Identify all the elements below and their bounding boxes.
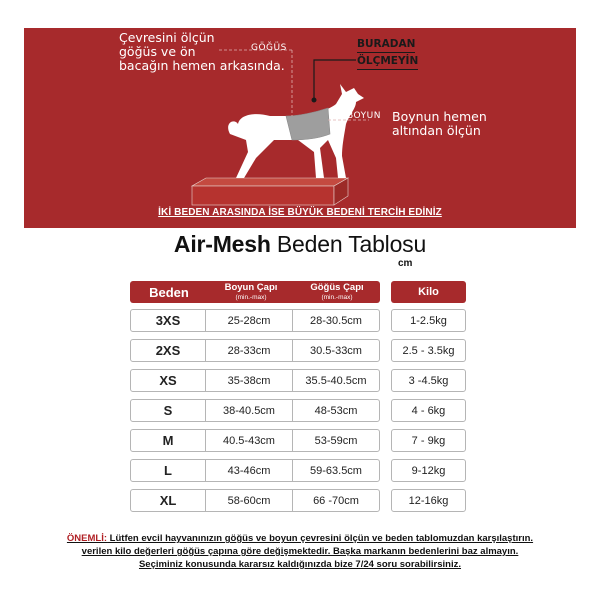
title-rest: Beden Tablosu [270,231,427,257]
size-guide-banner [24,28,576,228]
weight-cell: 1-2.5kg [391,309,466,332]
table-row [130,459,380,482]
header-neck: Boyun Çapı (min.-max) [224,281,278,301]
table-row [130,309,380,332]
size-cell: L [164,463,172,478]
neck-instruction: Boynun hemen altından ölçün [392,109,487,138]
table-row [130,399,380,422]
neck-cell: 25-28cm [227,314,271,327]
page-title [0,231,600,258]
note-line-3: Seçiminiz konusunda kararsız kaldığınızda bize 7/24 soru sorabilirsiniz. [138,559,462,570]
weight-cell: 7 - 9kg [391,429,466,452]
table-row [130,429,380,452]
table-row [130,489,380,512]
header-chest: Göğüs Çapı (min.-max) [310,281,364,301]
table-row [130,369,380,392]
chest-cell: 48-53cm [314,404,358,417]
weight-cell: 4 - 6kg [391,399,466,422]
chest-label: GÖĞÜS [251,43,287,53]
size-cell: M [162,433,174,448]
neck-cell: 40.5-43cm [223,434,275,447]
size-cell: XL [159,493,177,508]
note-line-1: ÖNEMLİ: Lütfen evcil hayvanınızın göğüs ve boyun çevresini ölçün ve beden tablomuzdan karşılaştırın. [66,533,534,544]
neck-cell: 38-40.5cm [223,404,275,417]
table-row [130,339,380,362]
size-cell: XS [159,373,177,388]
header-weight: Kilo [391,281,466,303]
important-notes [0,532,600,571]
neck-cell: 58-60cm [227,494,271,507]
chest-cell: 28-30.5cm [310,314,362,327]
do-not-measure-warning: BURADAN ÖLÇMEYİN [357,36,418,70]
weight-cell: 2.5 - 3.5kg [391,339,466,362]
size-cell: 2XS [155,343,181,358]
chest-cell: 53-59cm [314,434,358,447]
weight-cell: 12-16kg [391,489,466,512]
note-line-2: verilen kilo değerleri göğüs çapına göre değişmektedir. Başka markanın bedenlerini baz almayın. [81,546,519,557]
chest-cell: 59-63.5cm [310,464,362,477]
unit-label: cm [398,258,413,269]
weight-cell: 3 -4.5kg [391,369,466,392]
size-tip: İKİ BEDEN ARASINDA İSE BÜYÜK BEDENİ TERCİH EDİNİZ [158,207,442,218]
chest-cell: 66 -70cm [313,494,359,507]
size-cell: 3XS [155,313,181,328]
table-header [130,281,380,303]
header-size: Beden [149,284,189,300]
neck-cell: 28-33cm [227,344,271,357]
neck-cell: 43-46cm [227,464,271,477]
chest-cell: 30.5-33cm [310,344,362,357]
title-brand: Air-Mesh [173,231,271,257]
chest-cell: 35.5-40.5cm [305,374,367,387]
neck-label: BOYUN [347,111,381,121]
measure-instruction: Çevresini ölçün göğüs ve ön bacağın hemen arkasında. [119,30,285,73]
neck-cell: 35-38cm [227,374,271,387]
size-cell: S [163,403,173,418]
weight-cell: 9-12kg [391,459,466,482]
